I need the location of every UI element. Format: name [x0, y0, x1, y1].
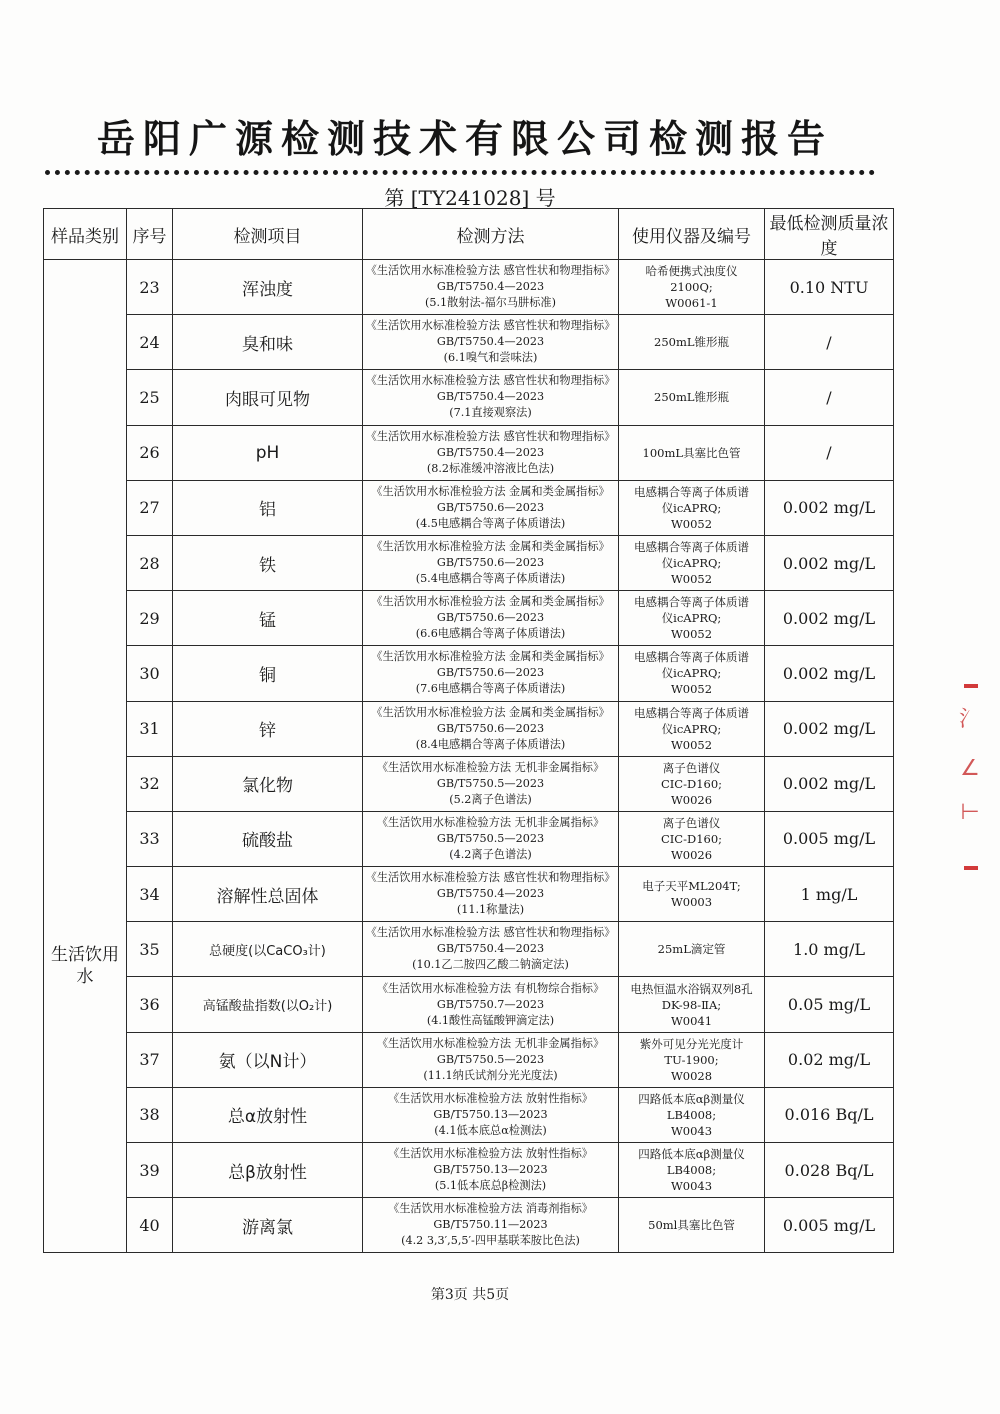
test-item-cell: 铁: [173, 535, 363, 590]
test-item-cell: 浑浊度: [173, 260, 363, 315]
table-row: [44, 535, 894, 590]
row-number-cell: 26: [127, 425, 173, 480]
row-number-cell: 23: [127, 260, 173, 315]
table-row: [44, 370, 894, 425]
row-number-cell: 30: [127, 646, 173, 701]
instrument-cell: 四路低本底αβ测量仪 LB4008; W0043: [619, 1143, 765, 1198]
column-header-limit: 最低检测质量浓度: [765, 209, 894, 260]
test-method-cell: 《生活饮用水标准检验方法 感官性状和物理指标》GB/T5750.4—2023 (5.1散射法-福尔马肼标准): [363, 260, 619, 315]
instrument-cell: 25mL滴定管: [619, 922, 765, 977]
instrument-cell: 250mL锥形瓶: [619, 370, 765, 425]
row-number-cell: 28: [127, 535, 173, 590]
table-row: [44, 977, 894, 1032]
detection-limit-cell: 0.02 mg/L: [765, 1032, 894, 1087]
detection-limit-cell: 0.002 mg/L: [765, 480, 894, 535]
detection-limit-cell: 1.0 mg/L: [765, 922, 894, 977]
test-method-cell: 《生活饮用水标准检验方法 无机非金属指标》GB/T5750.5—2023 (4.2离子色谱法): [363, 811, 619, 866]
row-number-cell: 35: [127, 922, 173, 977]
table-row: [44, 1087, 894, 1142]
detection-limit-cell: /: [765, 315, 894, 370]
test-method-cell: 《生活饮用水标准检验方法 放射性指标》 GB/T5750.13—2023 (5.1低本底总β检测法): [363, 1143, 619, 1198]
detection-limit-cell: 0.002 mg/L: [765, 756, 894, 811]
instrument-cell: 四路低本底αβ测量仪 LB4008; W0043: [619, 1087, 765, 1142]
test-item-cell: pH: [173, 425, 363, 480]
test-item-cell: 总硬度(以CaCO₃计): [173, 922, 363, 977]
test-method-table: [43, 208, 894, 1253]
test-method-cell: 《生活饮用水标准检验方法 感官性状和物理指标》GB/T5750.4—2023 (10.1乙二胺四乙酸二钠滴定法): [363, 922, 619, 977]
instrument-cell: 电感耦合等离子体质谱 仪icAPRQ; W0052: [619, 591, 765, 646]
test-item-cell: 氯化物: [173, 756, 363, 811]
column-header-number: 序号: [127, 209, 173, 260]
seal-stamp-fragment: 氵 ∠ ⊢: [958, 684, 982, 874]
detection-limit-cell: 0.05 mg/L: [765, 977, 894, 1032]
instrument-cell: 250mL锥形瓶: [619, 315, 765, 370]
detection-limit-cell: /: [765, 370, 894, 425]
column-header-category: 样品类别: [44, 209, 127, 260]
test-method-cell: 《生活饮用水标准检验方法 放射性指标》 GB/T5750.13—2023 (4.1低本底总α检测法): [363, 1087, 619, 1142]
table-row: [44, 1198, 894, 1253]
sample-category-cell: 生活饮用水: [44, 260, 127, 1253]
test-method-cell: 《生活饮用水标准检验方法 感官性状和物理指标》GB/T5750.4—2023 (8.2标准缓冲溶液比色法): [363, 425, 619, 480]
row-number-cell: 34: [127, 867, 173, 922]
detection-limit-cell: 0.002 mg/L: [765, 591, 894, 646]
detection-limit-cell: 0.005 mg/L: [765, 1198, 894, 1253]
test-item-cell: 铝: [173, 480, 363, 535]
test-item-cell: 臭和味: [173, 315, 363, 370]
test-method-cell: 《生活饮用水标准检验方法 感官性状和物理指标》GB/T5750.4—2023 (6.1嗅气和尝味法): [363, 315, 619, 370]
test-item-cell: 高锰酸盐指数(以O₂计): [173, 977, 363, 1032]
detection-limit-cell: 0.016 Bq/L: [765, 1087, 894, 1142]
test-method-cell: 《生活饮用水标准检验方法 感官性状和物理指标》GB/T5750.4—2023 (11.1称量法): [363, 867, 619, 922]
test-method-cell: 《生活饮用水标准检验方法 金属和类金属指标》GB/T5750.6—2023 (5.4电感耦合等离子体质谱法): [363, 535, 619, 590]
row-number-cell: 29: [127, 591, 173, 646]
instrument-cell: 哈希便携式浊度仪 2100Q; W0061-1: [619, 260, 765, 315]
test-item-cell: 溶解性总固体: [173, 867, 363, 922]
table-row: [44, 591, 894, 646]
test-method-cell: 《生活饮用水标准检验方法 有机物综合指标》GB/T5750.7—2023 (4.1酸性高锰酸钾滴定法): [363, 977, 619, 1032]
table-row: [44, 480, 894, 535]
table-row: [44, 425, 894, 480]
test-method-cell: 《生活饮用水标准检验方法 金属和类金属指标》GB/T5750.6—2023 (6.6电感耦合等离子体质谱法): [363, 591, 619, 646]
test-method-cell: 《生活饮用水标准检验方法 无机非金属指标》GB/T5750.5—2023 (5.2离子色谱法): [363, 756, 619, 811]
detection-limit-cell: 1 mg/L: [765, 867, 894, 922]
table-row: [44, 811, 894, 866]
detection-limit-cell: 0.002 mg/L: [765, 535, 894, 590]
column-header-method: 检测方法: [363, 209, 619, 260]
row-number-cell: 37: [127, 1032, 173, 1087]
test-item-cell: 硫酸盐: [173, 811, 363, 866]
row-number-cell: 38: [127, 1087, 173, 1142]
instrument-cell: 50ml具塞比色管: [619, 1198, 765, 1253]
instrument-cell: 电感耦合等离子体质谱 仪icAPRQ; W0052: [619, 535, 765, 590]
table-row: [44, 1032, 894, 1087]
table-row: [44, 701, 894, 756]
row-number-cell: 25: [127, 370, 173, 425]
row-number-cell: 24: [127, 315, 173, 370]
test-method-cell: 《生活饮用水标准检验方法 金属和类金属指标》GB/T5750.6—2023 (8.4电感耦合等离子体质谱法): [363, 701, 619, 756]
test-item-cell: 锰: [173, 591, 363, 646]
test-item-cell: 总β放射性: [173, 1143, 363, 1198]
row-number-cell: 39: [127, 1143, 173, 1198]
detection-limit-cell: 0.005 mg/L: [765, 811, 894, 866]
detection-limit-cell: 0.028 Bq/L: [765, 1143, 894, 1198]
row-number-cell: 36: [127, 977, 173, 1032]
table-row: [44, 756, 894, 811]
detection-limit-cell: 0.10 NTU: [765, 260, 894, 315]
test-item-cell: 总α放射性: [173, 1087, 363, 1142]
table-row: [44, 922, 894, 977]
report-title: 岳阳广源检测技术有限公司检测报告: [96, 117, 833, 161]
table-row: [44, 315, 894, 370]
instrument-cell: 电热恒温水浴锅双列8孔 DK-98-ⅡA; W0041: [619, 977, 765, 1032]
instrument-cell: 紫外可见分光光度计 TU-1900; W0028: [619, 1032, 765, 1087]
row-number-cell: 32: [127, 756, 173, 811]
column-header-item: 检测项目: [173, 209, 363, 260]
instrument-cell: 100mL具塞比色管: [619, 425, 765, 480]
test-method-cell: 《生活饮用水标准检验方法 金属和类金属指标》GB/T5750.6—2023 (4.5电感耦合等离子体质谱法): [363, 480, 619, 535]
detection-limit-cell: 0.002 mg/L: [765, 701, 894, 756]
test-method-cell: 《生活饮用水标准检验方法 感官性状和物理指标》GB/T5750.4—2023 (7.1直接观察法): [363, 370, 619, 425]
test-item-cell: 铜: [173, 646, 363, 701]
table-row: [44, 1143, 894, 1198]
instrument-cell: 离子色谱仪 CIC-D160; W0026: [619, 756, 765, 811]
instrument-cell: 电感耦合等离子体质谱 仪icAPRQ; W0052: [619, 646, 765, 701]
row-number-cell: 31: [127, 701, 173, 756]
row-number-cell: 40: [127, 1198, 173, 1253]
report-number: 第 [TY241028] 号: [384, 186, 556, 210]
row-number-cell: 33: [127, 811, 173, 866]
page-number: 第3页 共5页: [430, 1287, 510, 1303]
test-item-cell: 锌: [173, 701, 363, 756]
test-item-cell: 氨（以N计）: [173, 1032, 363, 1087]
instrument-cell: 电感耦合等离子体质谱 仪icAPRQ; W0052: [619, 701, 765, 756]
row-number-cell: 27: [127, 480, 173, 535]
table-row: [44, 867, 894, 922]
title-dotted-divider: [45, 170, 875, 175]
table-row: [44, 646, 894, 701]
test-method-cell: 《生活饮用水标准检验方法 金属和类金属指标》GB/T5750.6—2023 (7.6电感耦合等离子体质谱法): [363, 646, 619, 701]
detection-limit-cell: /: [765, 425, 894, 480]
table-header-row: [44, 209, 894, 260]
test-method-cell: 《生活饮用水标准检验方法 消毒剂指标》 GB/T5750.11—2023 (4.2 3,3′,5,5′-四甲基联苯胺比色法): [363, 1198, 619, 1253]
instrument-cell: 电感耦合等离子体质谱 仪icAPRQ; W0052: [619, 480, 765, 535]
instrument-cell: 电子天平ML204T; W0003: [619, 867, 765, 922]
test-item-cell: 游离氯: [173, 1198, 363, 1253]
detection-limit-cell: 0.002 mg/L: [765, 646, 894, 701]
test-item-cell: 肉眼可见物: [173, 370, 363, 425]
table-row: [44, 260, 894, 315]
test-method-cell: 《生活饮用水标准检验方法 无机非金属指标》GB/T5750.5—2023 (11.1纳氏试剂分光光度法): [363, 1032, 619, 1087]
instrument-cell: 离子色谱仪 CIC-D160; W0026: [619, 811, 765, 866]
column-header-instrument: 使用仪器及编号: [619, 209, 765, 260]
